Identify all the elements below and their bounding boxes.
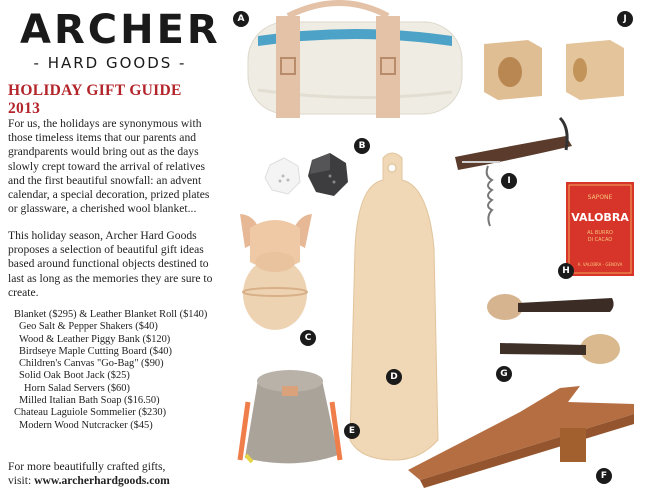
- badge-b: B: [354, 138, 370, 154]
- soap-label-line1: SAPONE: [587, 194, 613, 201]
- product-item: Geo Salt & Pepper Shakers ($40): [19, 321, 158, 333]
- badge-c: C: [300, 330, 316, 346]
- intro-paragraph-1: For us, the holidays are synonymous with those timeless items that our parents and grandparents would bring out as the days slowly crept toward the arrival of relatives and the first beautiful snowfall: an advent calendar, a special decoration, prized plates or glassware, a cherished wool blanket...: [8, 117, 210, 216]
- badge-d: D: [386, 369, 402, 385]
- badge-j: J: [617, 11, 633, 27]
- piggy-bank-image: [240, 214, 312, 330]
- product-item: Horn Salad Servers ($60): [24, 382, 130, 394]
- badge-g: G: [496, 366, 512, 382]
- soap-label-line3: DI CACAO: [587, 237, 613, 243]
- product-item: Children's Canvas "Go-Bag" ($90): [19, 358, 164, 370]
- product-item: Milled Italian Bath Soap ($16.50): [19, 395, 160, 407]
- product-item: Birdseye Maple Cutting Board ($40): [19, 345, 172, 357]
- product-item: Wood & Leather Piggy Bank ($120): [19, 333, 171, 345]
- badge-f: F: [596, 468, 612, 484]
- intro-paragraph-2: This holiday season, Archer Hard Goods proposes a selection of beautiful gift ideas based around functional objects destined to last as long as the memories they are sure to create.: [8, 229, 213, 299]
- footer-visit: visit:: [8, 473, 32, 487]
- product-item: Blanket ($295) & Leather Blanket Roll ($140): [14, 309, 208, 320]
- canvas-go-bag-image: [240, 370, 340, 463]
- page-title: HOLIDAY GIFT GUIDE 2013: [8, 82, 182, 117]
- bath-soap-image: [566, 182, 634, 276]
- soap-label-line2: AL BURRO: [587, 230, 613, 236]
- brand-name: ARCHER: [20, 7, 221, 53]
- product-item: Chateau Laguiole Sommelier ($230): [14, 407, 167, 419]
- wood-nutcracker-image: [484, 40, 624, 100]
- product-item: Solid Oak Boot Jack ($25): [19, 370, 130, 382]
- badge-i: I: [501, 173, 517, 189]
- badge-a: A: [233, 11, 249, 27]
- salt-pepper-shakers-image: [265, 153, 348, 196]
- cutting-board-image: [350, 153, 438, 460]
- footer-text: For more beautifully crafted gifts,: [8, 460, 166, 473]
- website-link[interactable]: www.archerhardgoods.com: [34, 473, 170, 487]
- brand-subtitle: - HARD GOODS -: [33, 54, 187, 72]
- horn-salad-servers-image: [487, 294, 620, 364]
- soap-brand: VALOBRA: [571, 211, 629, 224]
- soap-label-line4: A. VALOBRA - GENOVA: [577, 262, 623, 267]
- blanket-roll-image: [248, 3, 462, 118]
- badge-h: H: [558, 263, 574, 279]
- product-item: Modern Wood Nutcracker ($45): [19, 419, 153, 431]
- sommelier-corkscrew-image: [455, 118, 572, 226]
- badge-e: E: [344, 423, 360, 439]
